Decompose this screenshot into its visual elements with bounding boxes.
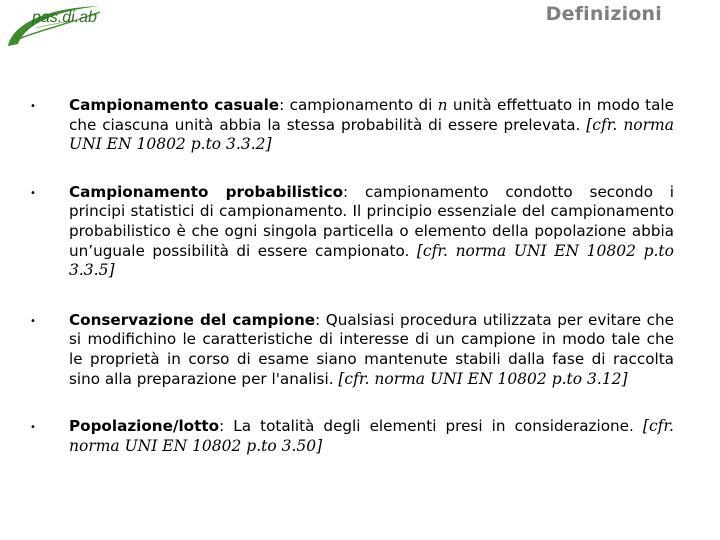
definition-text: campionamento condotto secondo i principi statistici di campionamento. Il principio essenziale del campionamento probabilistico è che ogni singola particella o elemento della popolazione abbia un’uguale possibilità di essere campionato.	[69, 182, 675, 260]
definition-text: unità effettuato in modo tale che ciascuna unità abbia la stessa probabilità di essere prelevata.	[69, 96, 674, 134]
definitions-list	[26, 96, 674, 484]
definition-separator: :	[343, 182, 349, 201]
definition-text: Qualsiasi procedura utilizzata per evitare che si modifichino le caratteristiche di interesse di un campione in modo tale che le proprietà in corso di esame siano mantenute stabili dalla fase di raccolta sino alla preparazione per l'analisi.	[69, 310, 674, 388]
definition-term: Campionamento probabilistico	[69, 182, 344, 201]
definition-item	[26, 183, 674, 281]
definition-separator: :	[315, 310, 321, 329]
definition-variable: n	[437, 96, 448, 114]
bullet-icon: •	[30, 422, 36, 434]
definition-reference: [cfr. norma UNI EN 10802 p.to 3.50]	[69, 417, 674, 455]
definition-term: Campionamento casuale	[69, 96, 280, 114]
definition-term: Popolazione/lotto	[69, 417, 220, 436]
definition-text: campionamento di	[284, 96, 438, 114]
logo-swoosh-icon	[2, 2, 106, 48]
definition-reference: [cfr. norma UNI EN 10802 p.to 3.12]	[338, 369, 628, 388]
page-title: Definizioni	[545, 3, 662, 25]
definition-text: La totalità degli elementi presi in considerazione.	[224, 417, 643, 436]
logo-text: pas.di.ab	[32, 9, 97, 26]
definition-item	[26, 417, 674, 456]
definition-reference: [cfr. norma UNI EN 10802 p.to 3.3.2]	[69, 115, 674, 154]
definition-item	[26, 96, 674, 155]
bullet-icon: •	[30, 187, 36, 199]
definition-term: Conservazione del campione	[69, 310, 316, 329]
definition-item	[26, 311, 674, 389]
definition-reference: [cfr. norma UNI EN 10802 p.to 3.3.5]	[69, 241, 674, 280]
company-logo	[2, 2, 106, 48]
bullet-icon: •	[30, 101, 36, 112]
bullet-icon: •	[30, 315, 36, 327]
definition-separator: :	[219, 417, 225, 436]
definition-separator: :	[279, 96, 285, 114]
